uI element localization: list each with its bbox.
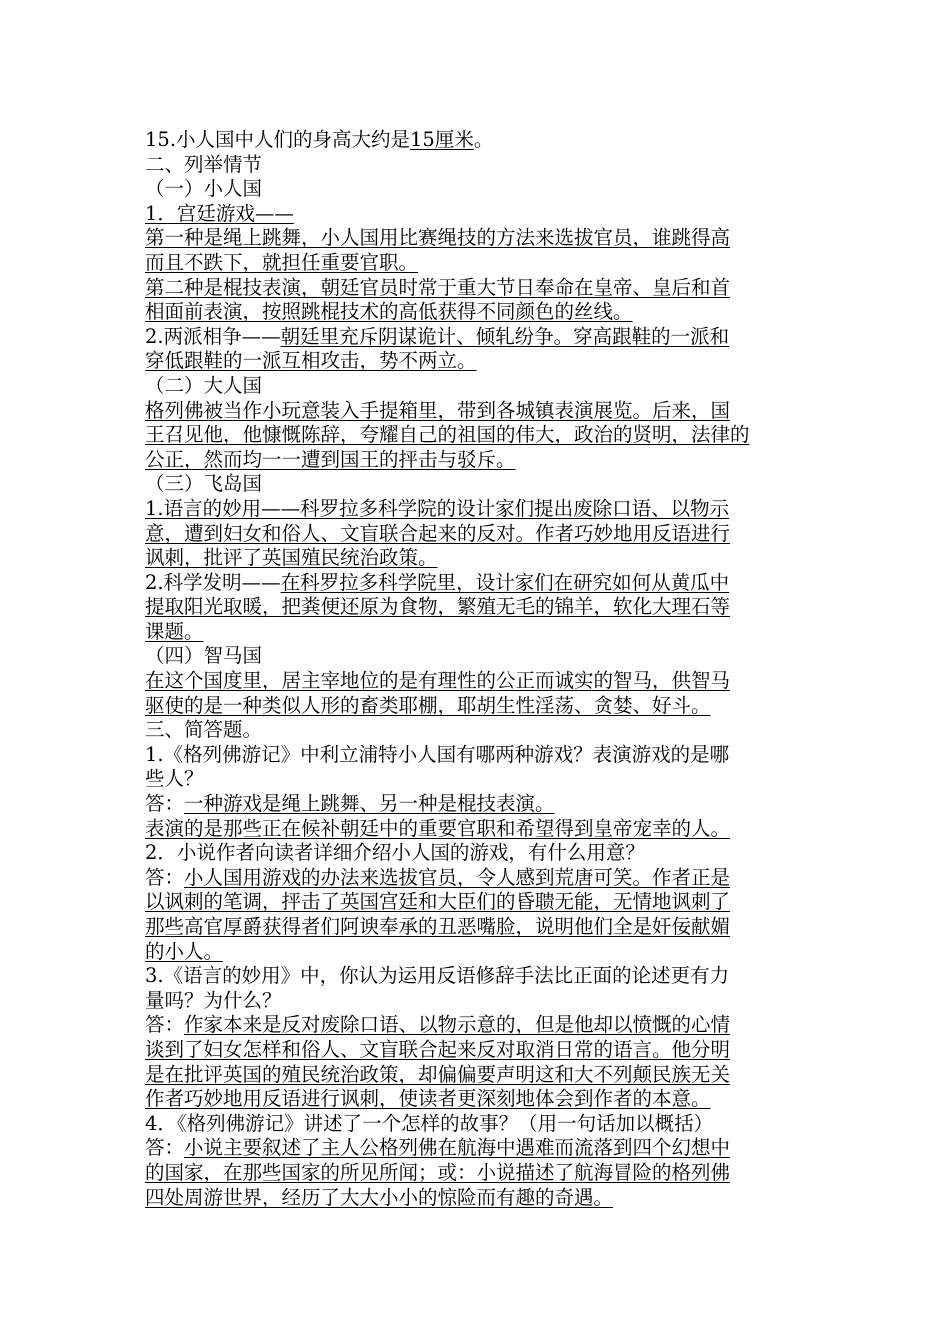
answer-3-line-1: 答：作家本来是反对废除口语、以物示意的，但是他却以愤慨的心情 — [145, 1013, 731, 1037]
question-3-line-2: 量吗？为什么？ — [145, 988, 282, 1012]
court-games-text-4: 相面前表演，按照跳棍技术的高低获得不同颜色的丝线。 — [145, 300, 633, 324]
answer-prefix: 答： — [145, 1013, 185, 1037]
answer-3-line-2: 谈到了妇女怎样和俗人、文盲联合起来反对取消日常的语言。他分明 — [145, 1037, 731, 1061]
factions-line-2: 穿低跟鞋的一派互相攻击，势不两立。 — [145, 349, 477, 373]
answer-4-line-2: 的国家，在那些国家的所见所闻；或：小说描述了航海冒险的格列佛 — [145, 1160, 731, 1184]
answer-2-line-4: 的小人。 — [145, 939, 224, 963]
question-2: 2．小说作者向读者详细介绍小人国的游戏，有什么用意？ — [145, 841, 645, 865]
answer-3-line-4: 作者巧妙地用反语进行讽刺，使读者更深刻地体会到作者的本意。 — [145, 1087, 711, 1111]
factions-text: 朝廷里充斥阴谋诡计、倾轧纷争。穿高跟鞋的一派和 — [280, 324, 730, 348]
question-15 — [145, 128, 815, 153]
question-15-suffix: 。 — [473, 128, 494, 151]
subsection-lilliput: （一）小人国 — [145, 177, 263, 201]
brobdingnag-text-2: 王召见他，他慷慨陈辞，夸耀自己的祖国的伟大，政治的贤明，法律的 — [145, 423, 750, 447]
subsection-houyhnhnm: （四）智马国 — [145, 644, 263, 668]
science-line-2: 提取阳光取暖，把粪便还原为食物，繁殖无毛的锦羊，软化大理石等 — [145, 595, 731, 619]
brobdingnag-text-1: 格列佛被当作小玩意装入手提箱里，带到各城镇表演展览。后来，国 — [145, 398, 731, 422]
court-games-text-2: 而且不跌下，就担任重要官职。 — [145, 250, 419, 274]
factions-line-1 — [145, 325, 815, 350]
question-4: 4．《格列佛游记》讲述了一个怎样的故事？（用一句话加以概括） — [145, 1111, 714, 1135]
answer-prefix: 答： — [145, 865, 185, 889]
item-court-games-label — [145, 202, 815, 227]
science-line-1: 2.科学发明——在科罗拉多科学院里，设计家们在研究如何从黄瓜中 — [145, 570, 730, 594]
answer-4-line-1: 答：小说主要叙述了主人公格列佛在航海中遇难而流落到四个幻想中 — [145, 1136, 731, 1160]
factions-label: 2.两派相争—— — [145, 324, 281, 348]
answer-2-line-3: 那些高官厚爵获得者们阿谀奉承的丑恶嘴脸，说明他们全是奸佞献媚 — [145, 915, 731, 938]
science-label: 2.科学发明—— — [145, 570, 281, 594]
answer-1-line-2: 表演的是那些正在候补朝廷中的重要官职和希望得到皇帝宠幸的人。 — [145, 816, 731, 840]
court-games-text-1: 第一种是绳上跳舞，小人国用比赛绳技的方法来选拔官员，谁跳得高 — [145, 226, 731, 250]
houyhnhnm-text-1: 在这个国度里，居主宰地位的是有理性的公正而诚实的智马，供智马 — [145, 669, 731, 693]
answer-2-line-1: 答：小人国用游戏的办法来选拔官员，令人感到荒唐可笑。作者正是 — [145, 865, 731, 889]
subsection-brobdingnag: （二）大人国 — [145, 373, 263, 397]
question-3-line-1: 3.《语言的妙用》中，你认为运用反语修辞手法比正面的论述更有力 — [145, 964, 730, 988]
question-15-prefix: 15.小人国中人们的身高大约是 — [145, 128, 411, 151]
answer-2-line-2: 以讽刺的笔调，抨击了英国宫廷和大臣们的昏聩无能，无情地讽刺了 — [145, 890, 731, 914]
science-line-3: 课题。 — [145, 619, 204, 643]
language-text-1: 1.语言的妙用——科罗拉多科学院的设计家们提出废除口语、以物示 — [145, 496, 730, 520]
court-games-label: 1．宫廷游戏—— — [145, 201, 294, 225]
section-2-title: 二、列举情节 — [145, 152, 263, 176]
document-page — [145, 128, 815, 1210]
question-1-line-1: 1.《格列佛游记》中利立浦特小人国有哪两种游戏？表演游戏的是哪 — [145, 742, 730, 766]
section-3-title: 三、简答题。 — [145, 718, 263, 742]
answer-prefix: 答： — [145, 1136, 185, 1160]
language-text-3: 讽刺，批评了英国殖民统治政策。 — [145, 546, 438, 570]
houyhnhnm-text-2: 驱使的是一种类似人形的畜类耶棚，耶胡生性淫荡、贪婪、好斗。 — [145, 693, 711, 717]
brobdingnag-text-3: 公正，然而均一一遭到国王的抨击与驳斥。 — [145, 447, 516, 471]
answer-4-line-3: 四处周游世界，经历了大大小小的惊险而有趣的奇遇。 — [145, 1185, 614, 1209]
question-15-answer: 15厘米 — [410, 128, 474, 151]
question-1-line-2: 些人？ — [145, 767, 204, 791]
answer-1-line-1: 答：一种游戏是绳上跳舞、另一种是棍技表演。 — [145, 792, 555, 816]
language-text-2: 意，遭到妇女和俗人、文盲联合起来的反对。作者巧妙地用反语进行 — [145, 521, 731, 545]
court-games-text-3: 第二种是棍技表演，朝廷官员时常于重大节日奉命在皇帝、皇后和首 — [145, 275, 731, 299]
answer-3-line-3: 是在批评英国的殖民统治政策，却偏偏要声明这和大不列颠民族无关 — [145, 1062, 731, 1086]
answer-prefix: 答： — [145, 792, 185, 816]
subsection-laputa: （三）飞岛国 — [145, 472, 263, 496]
